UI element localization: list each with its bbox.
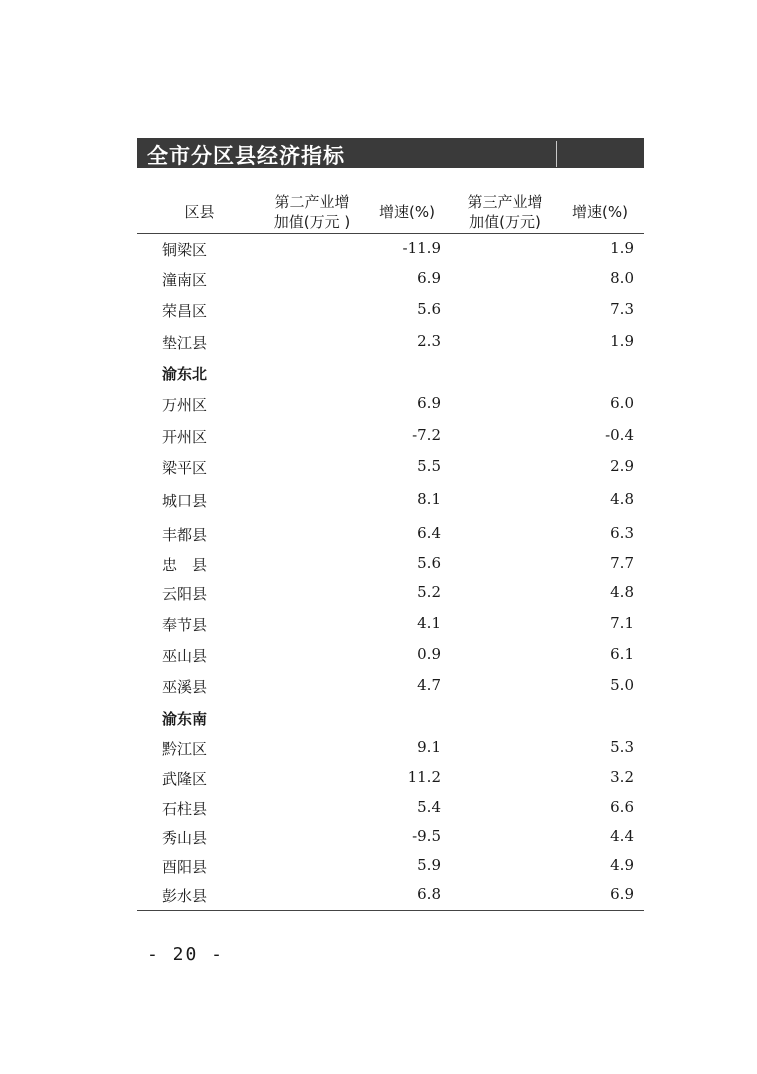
table-row [137,614,644,636]
table-row [137,738,644,760]
district-name: 铜梁区 [162,241,208,259]
tertiary-growth-value: 6.9 [610,885,634,903]
header-tertiary-line2: 加值(万元) [469,213,541,231]
table-row [137,239,644,261]
secondary-growth-value: 0.9 [417,645,441,663]
table-row [137,645,644,667]
section-southeast: 渝东南 [162,710,208,728]
secondary-growth-value: 9.1 [417,738,441,756]
secondary-growth-value: 6.8 [417,885,441,903]
secondary-growth-value: 8.1 [417,490,441,508]
secondary-growth-value: 11.2 [407,768,441,786]
district-name: 巫山县 [162,647,208,665]
secondary-growth-value: 5.2 [417,583,441,601]
tertiary-growth-value: 5.3 [610,738,634,756]
tertiary-growth-value: 4.9 [610,856,634,874]
tertiary-growth-value: 3.2 [610,768,634,786]
tertiary-growth-value: 4.8 [610,490,634,508]
secondary-growth-value: 6.9 [417,394,441,412]
tertiary-growth-value: 7.1 [610,614,634,632]
secondary-growth-value: 5.6 [417,554,441,572]
district-name: 奉节县 [162,616,208,634]
table-row [137,426,644,448]
tertiary-growth-value: 6.6 [610,798,634,816]
header-tertiary-growth: 增速(%) [572,203,628,221]
table-row [137,676,644,698]
secondary-growth-value: 2.3 [417,332,441,350]
tertiary-growth-value: 1.9 [610,239,634,257]
tertiary-growth-value: 7.3 [610,300,634,318]
district-name: 秀山县 [162,829,208,847]
header-district: 区县 [184,203,215,221]
table-row [137,798,644,820]
secondary-growth-value: -11.9 [402,239,441,257]
table-row [137,524,644,546]
tertiary-growth-value: 6.1 [610,645,634,663]
table-row [137,583,644,605]
district-name: 垫江县 [162,334,208,352]
page-number: - 20 - [147,944,225,965]
secondary-growth-value: -9.5 [412,827,441,845]
district-name: 黔江区 [162,740,208,758]
district-name: 梁平区 [162,459,208,477]
section-northeast: 渝东北 [162,365,208,383]
tertiary-growth-value: -0.4 [605,426,634,444]
table-row [137,300,644,322]
header-secondary-line2: 加值(万元 ) [273,213,351,231]
district-name: 武隆区 [162,770,208,788]
tertiary-growth-value: 2.9 [610,457,634,475]
header-tertiary [455,192,555,232]
header-secondary-line1: 第二产业增 [274,193,350,211]
header-tertiary-line1: 第三产业增 [467,193,543,211]
table-row [137,554,644,576]
secondary-growth-value: 4.7 [417,676,441,694]
table-row [137,269,644,291]
table-title: 全市分区县经济指标 [147,144,345,168]
secondary-growth-value: 6.4 [417,524,441,542]
secondary-growth-value: 5.4 [417,798,441,816]
table-row [137,394,644,416]
header-rule [137,233,644,234]
tertiary-growth-value: 6.3 [610,524,634,542]
district-name: 潼南区 [162,271,208,289]
secondary-growth-value: 5.9 [417,856,441,874]
district-name: 彭水县 [162,887,208,905]
table-row [137,827,644,849]
district-name: 开州区 [162,428,208,446]
district-name: 城口县 [162,492,208,510]
table-row [137,490,644,512]
header-secondary [262,192,362,232]
district-name: 石柱县 [162,800,208,818]
district-name: 云阳县 [162,585,208,603]
bottom-rule [137,910,644,911]
table-row [137,856,644,878]
district-name: 忠 县 [162,556,208,574]
tertiary-growth-value: 8.0 [610,269,634,287]
tertiary-growth-value: 1.9 [610,332,634,350]
table-row [137,332,644,354]
district-name: 巫溪县 [162,678,208,696]
title-separator [556,141,557,167]
secondary-growth-value: 4.1 [417,614,441,632]
tertiary-growth-value: 4.4 [610,827,634,845]
secondary-growth-value: 5.6 [417,300,441,318]
secondary-growth-value: -7.2 [412,426,441,444]
tertiary-growth-value: 7.7 [610,554,634,572]
header-secondary-growth: 增速(%) [379,203,435,221]
tertiary-growth-value: 6.0 [610,394,634,412]
table-row [137,885,644,907]
district-name: 荣昌区 [162,302,208,320]
table-row [137,768,644,790]
district-name: 酉阳县 [162,858,208,876]
secondary-growth-value: 6.9 [417,269,441,287]
table-title-bar [137,138,644,168]
tertiary-growth-value: 4.8 [610,583,634,601]
district-name: 万州区 [162,396,208,414]
secondary-growth-value: 5.5 [417,457,441,475]
district-name: 丰都县 [162,526,208,544]
table-row [137,457,644,479]
tertiary-growth-value: 5.0 [610,676,634,694]
